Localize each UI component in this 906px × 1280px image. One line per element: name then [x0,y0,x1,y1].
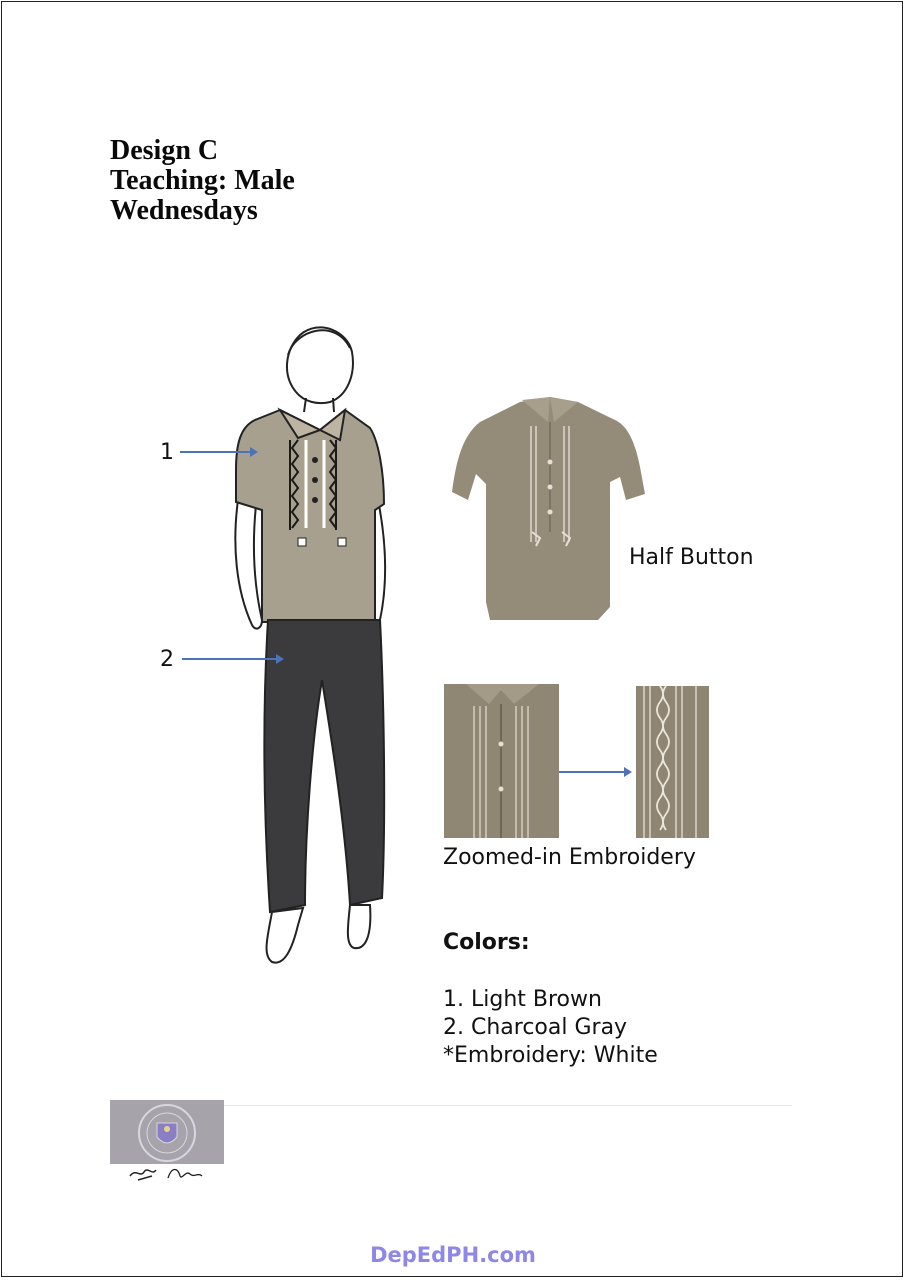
day-title: Wednesdays [110,195,258,226]
callout-2: 2 [160,647,174,672]
shirt-button [312,477,318,483]
embroidery-motif [298,538,306,546]
embroidery-caption: Zoomed-in Embroidery [443,845,696,870]
left-arm [235,500,262,629]
trousers [264,620,384,912]
shirt [236,410,384,622]
embroidery-motif [338,538,346,546]
embroidery-shirt-photo [444,684,559,838]
shirt-button [312,457,318,463]
colors-title: Colors: [443,930,530,955]
color-item: *Embroidery: White [443,1043,658,1068]
embroidery-closeup-photo [636,686,709,838]
shirt-button [312,497,318,503]
colors-list [443,986,658,1070]
design-title: Design C [110,135,219,166]
deped-seal-logo [135,1101,199,1165]
callout-1: 1 [160,440,174,465]
color-item: 2. Charcoal Gray [443,1015,628,1040]
right-foot [348,905,371,948]
half-button-shirt-photo [450,392,650,622]
half-button-caption: Half Button [629,545,754,570]
color-item: 1. Light Brown [443,987,602,1012]
left-foot [267,908,303,963]
signatures [128,1162,208,1184]
footer-watermark: DepEdPH.com [370,1243,536,1267]
category-title: Teaching: Male [110,165,295,196]
